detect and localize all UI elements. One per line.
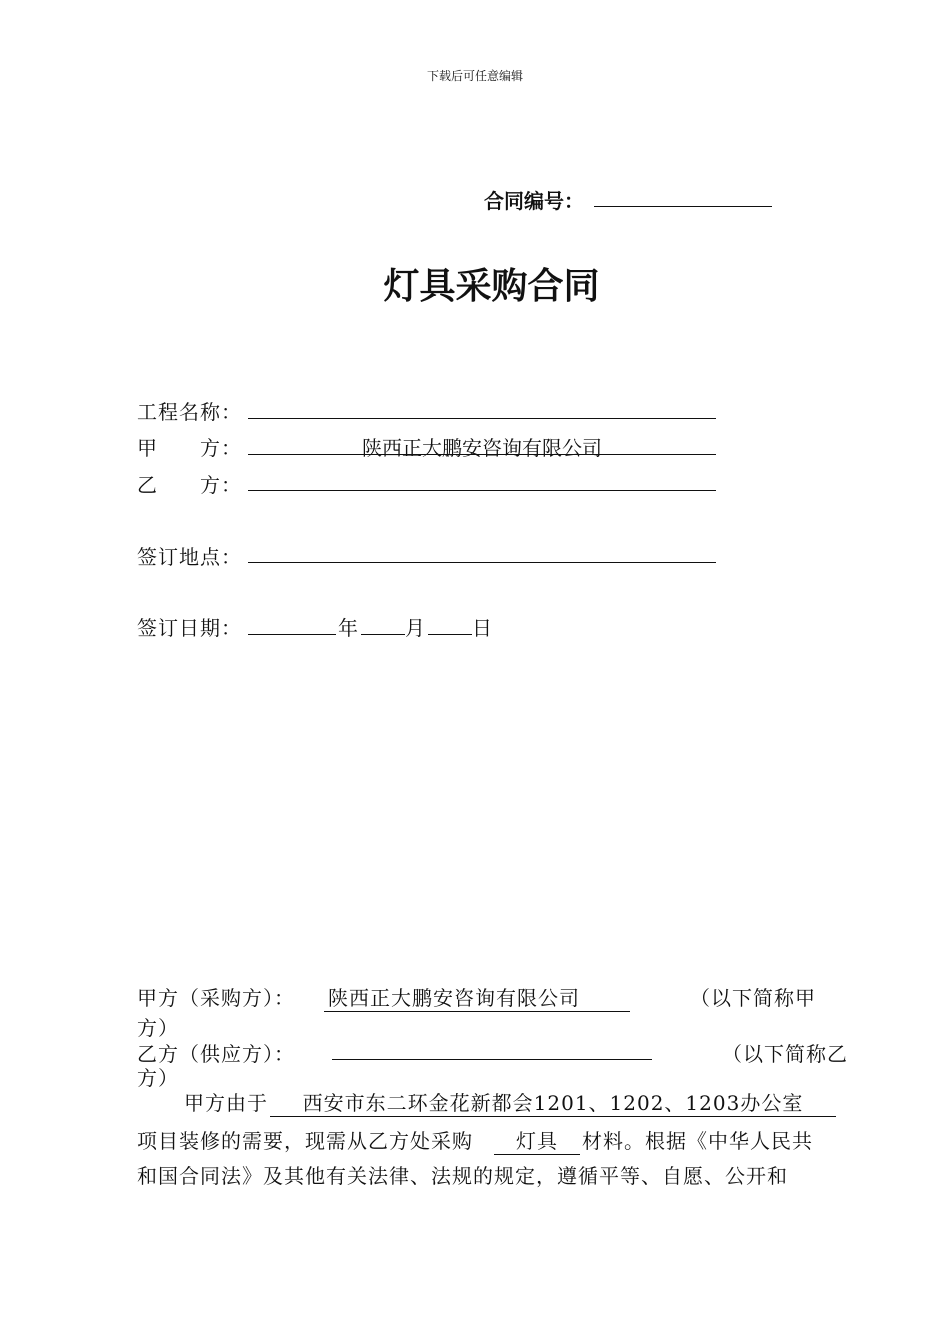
party-b-blank xyxy=(248,490,716,491)
signing-place-blank xyxy=(248,562,716,563)
body-party-b-blank xyxy=(332,1059,652,1060)
document-title: 灯具采购合同 xyxy=(383,266,600,307)
body-party-a-suffix: （以下简称甲 xyxy=(690,986,816,1010)
date-month-blank xyxy=(361,634,405,635)
date-month-label: 月 xyxy=(405,616,425,640)
signing-place-label: 签订地点： xyxy=(137,545,242,569)
party-a-label: 甲 方： xyxy=(137,436,242,460)
contract-number-blank xyxy=(594,206,772,207)
contract-number-label: 合同编号： xyxy=(484,189,584,213)
project-name-blank xyxy=(248,418,716,419)
project-name-label: 工程名称： xyxy=(137,400,242,424)
para-line2-value: 灯具 xyxy=(494,1125,580,1155)
header-note: 下载后可任意编辑 xyxy=(426,69,523,83)
date-day-blank xyxy=(428,634,472,635)
body-party-b-prefix: 乙方（供应方）： xyxy=(137,1042,295,1066)
date-year-blank xyxy=(248,634,336,635)
body-party-a-wrap: 方） xyxy=(137,1016,179,1040)
signing-date-label: 签订日期： xyxy=(137,616,242,640)
para-line1-prefix: 甲方由于 xyxy=(184,1091,268,1115)
party-a-value: 陕西正大鹏安咨询有限公司 xyxy=(362,436,602,460)
date-year-label: 年 xyxy=(338,616,358,640)
body-party-b-wrap: 方） xyxy=(137,1066,179,1090)
para-line3: 和国合同法》及其他有关法律、法规的规定，遵循平等、自愿、公开和 xyxy=(137,1164,788,1188)
date-day-label: 日 xyxy=(472,616,492,640)
party-a-blank xyxy=(248,454,716,455)
para-line2-prefix: 项目装修的需要，现需从乙方处采购 xyxy=(137,1129,473,1153)
para-line1-value: 西安市东二环金花新都会1201、1202、1203办公室 xyxy=(270,1087,836,1117)
body-party-a-prefix: 甲方（采购方）： xyxy=(137,986,295,1010)
party-b-label: 乙 方： xyxy=(137,473,242,497)
body-party-b-suffix: （以下简称乙 xyxy=(722,1042,848,1066)
para-line2-suffix: 材料。根据《中华人民共 xyxy=(582,1129,813,1153)
body-party-a-value: 陕西正大鹏安咨询有限公司 xyxy=(324,982,630,1012)
